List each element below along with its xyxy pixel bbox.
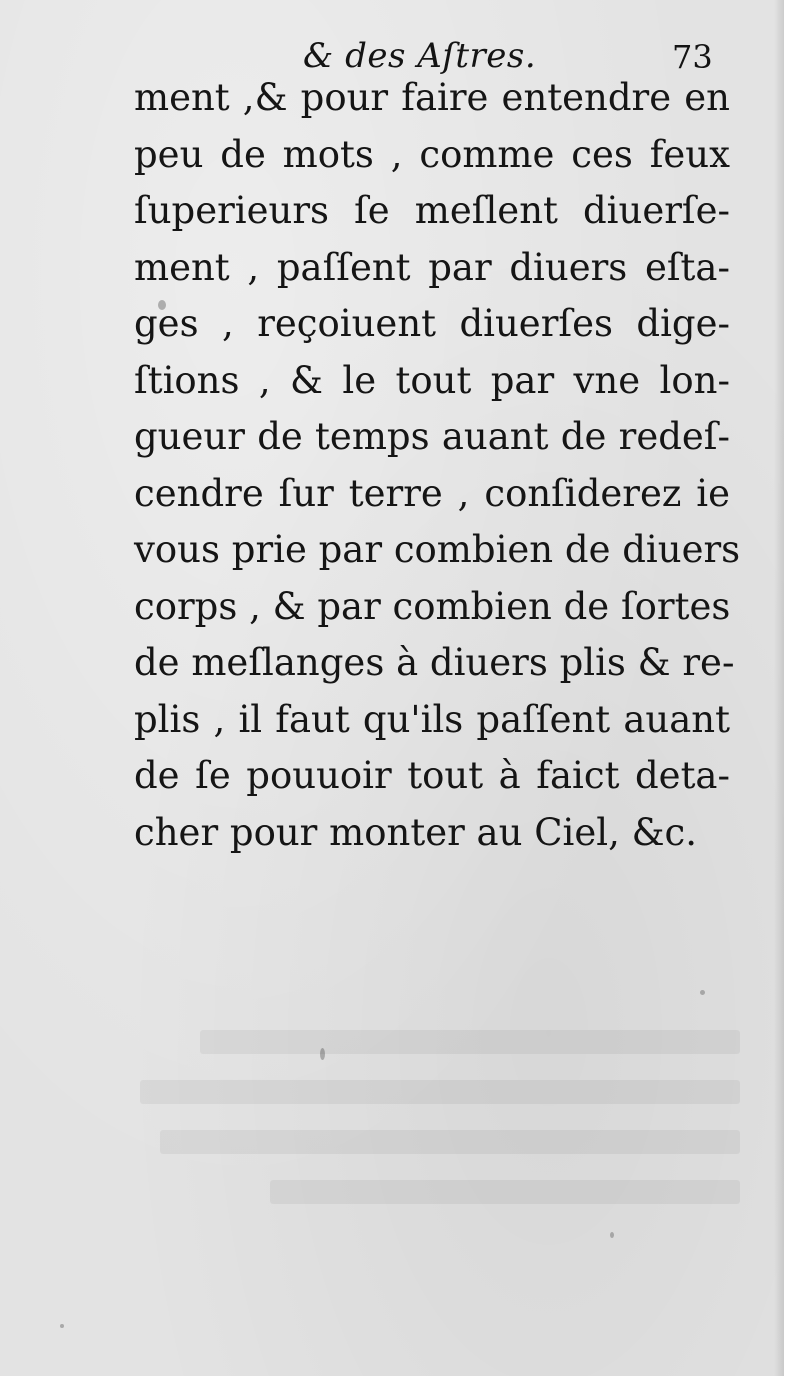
text-line: de meſlanges à diuers plis & re- <box>134 641 735 684</box>
text-line: ſtions , & le tout par vne lon- <box>134 358 730 402</box>
bleed-line <box>140 1080 740 1104</box>
bleed-line <box>160 1130 740 1154</box>
text-line: corps , & par combien de ſortes <box>134 584 731 628</box>
paper-speck <box>610 1232 614 1238</box>
text-line: plis , il faut qu'ils paſſent auant <box>134 697 730 741</box>
text-line: de ſe pouuoir tout à faict deta- <box>134 754 730 797</box>
paper-speck <box>60 1324 64 1328</box>
text-line: ſuperieurs ſe meſlent diuerſe- <box>134 189 730 232</box>
body-text <box>134 70 741 861</box>
text-line: peu de mots , comme ces feux <box>134 132 730 176</box>
text-line: vous prie par combien de diuers <box>134 528 741 571</box>
text-line: ment , paſſent par diuers eſta- <box>134 245 730 289</box>
text-line: ges , reçoiuent diuerſes dige- <box>134 302 730 345</box>
text-line: cendre ſur terre , conſiderez ie <box>134 471 730 515</box>
text-line: gueur de temps auant de redeſ- <box>134 415 730 458</box>
paper-speck <box>320 1048 325 1060</box>
running-head: & des Aſtres. <box>303 36 537 76</box>
paper-speck <box>700 990 705 995</box>
show-through-bleed <box>120 1030 740 1230</box>
text-line: ment ,& pour faire entendre en <box>134 76 730 119</box>
bleed-line <box>200 1030 740 1054</box>
page-edge-shadow <box>774 0 784 1376</box>
page-number: 73 <box>672 38 713 76</box>
bleed-line <box>270 1180 740 1204</box>
text-line: cher pour monter au Ciel, &c. <box>134 810 698 854</box>
